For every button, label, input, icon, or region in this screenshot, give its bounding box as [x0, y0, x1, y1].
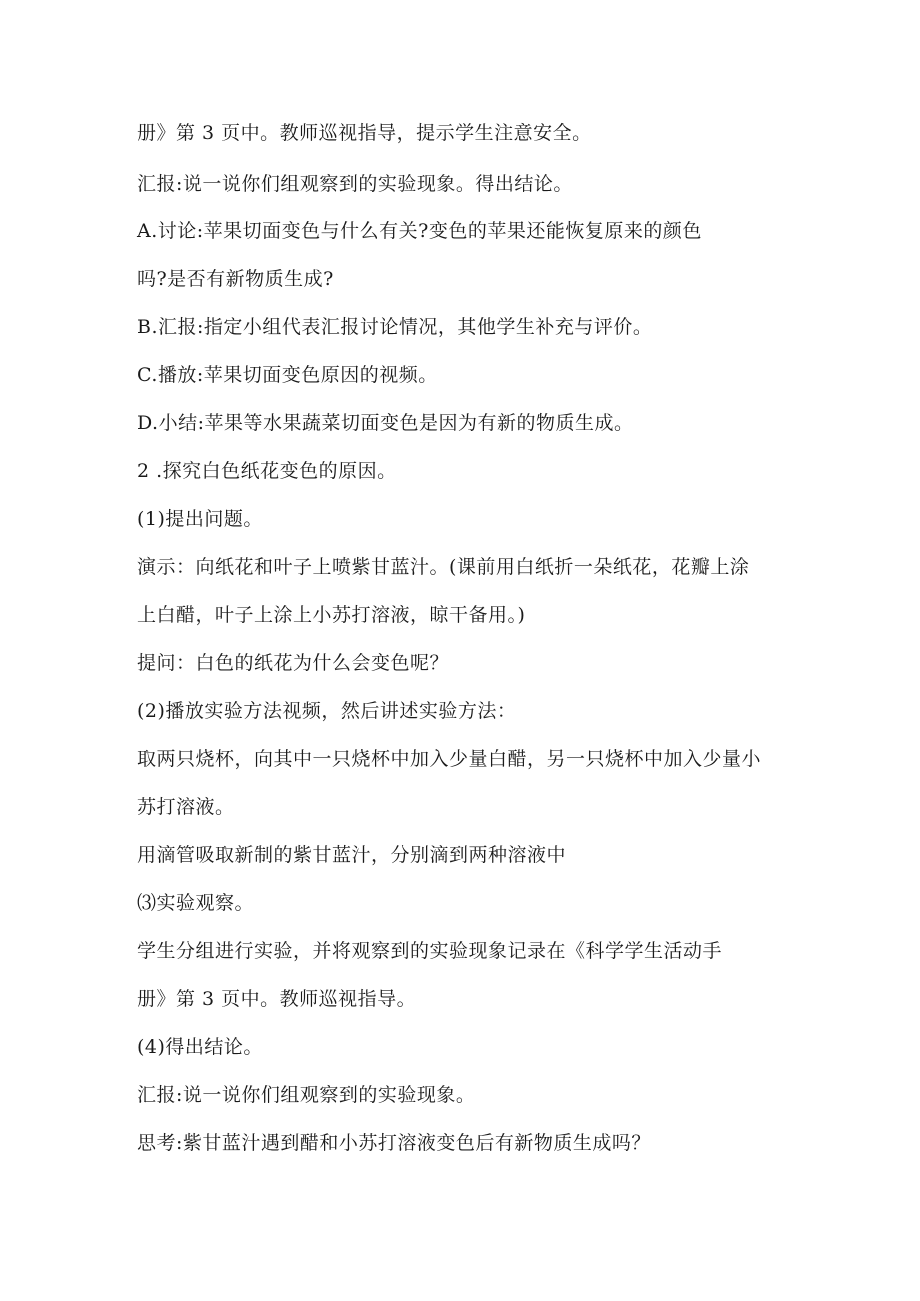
text-line: 吗?是否有新物质生成? — [137, 268, 334, 290]
text-line: 取两只烧杯，向其中一只烧杯中加入少量白醋，另一只烧杯中加入少量小 — [137, 748, 762, 770]
text-line: 册》第 3 页中。教师巡视指导。 — [137, 988, 417, 1010]
text-line: 提问：白色的纸花为什么会变色呢？ — [137, 652, 450, 674]
section-heading: 2 .探究白色纸花变色的原因。 — [137, 460, 397, 482]
subsection-heading: (4)得出结论。 — [137, 1036, 263, 1058]
text-line: 苏打溶液。 — [137, 796, 235, 818]
text-line: 汇报:说一说你们组观察到的实验现象。 — [137, 1084, 476, 1106]
text-line: 学生分组进行实验，并将观察到的实验现象记录在《科学学生活动手 — [137, 940, 723, 962]
text-line: B.汇报:指定小组代表汇报讨论情况，其他学生补充与评价。 — [137, 316, 653, 338]
text-line: 用滴管吸取新制的紫甘蓝汁，分别滴到两种溶液中 — [137, 844, 567, 866]
text-line: 册》第 3 页中。教师巡视指导，提示学生注意安全。 — [137, 122, 592, 144]
subsection-heading: (2)播放实验方法视频，然后讲述实验方法： — [137, 700, 517, 722]
text-line: 上白醋，叶子上涂上小苏打溶液，晾干备用。) — [137, 604, 526, 626]
text-line: 演示：向纸花和叶子上喷紫甘蓝汁。(课前用白纸折一朵纸花，花瓣上涂 — [137, 556, 750, 578]
text-line: 汇报:说一说你们组观察到的实验现象。得出结论。 — [137, 173, 573, 195]
subsection-heading: (1)提出问题。 — [137, 508, 263, 530]
text-line: 思考:紫甘蓝汁遇到醋和小苏打溶液变色后有新物质生成吗？ — [137, 1132, 651, 1154]
text-line: C.播放:苹果切面变色原因的视频。 — [137, 364, 438, 386]
text-line: A.讨论:苹果切面变色与什么有关?变色的苹果还能恢复原来的颜色 — [137, 220, 702, 242]
subsection-heading: ⑶实验观察。 — [137, 892, 255, 914]
text-line: D.小结:苹果等水果蔬菜切面变色是因为有新的物质生成。 — [137, 412, 634, 434]
